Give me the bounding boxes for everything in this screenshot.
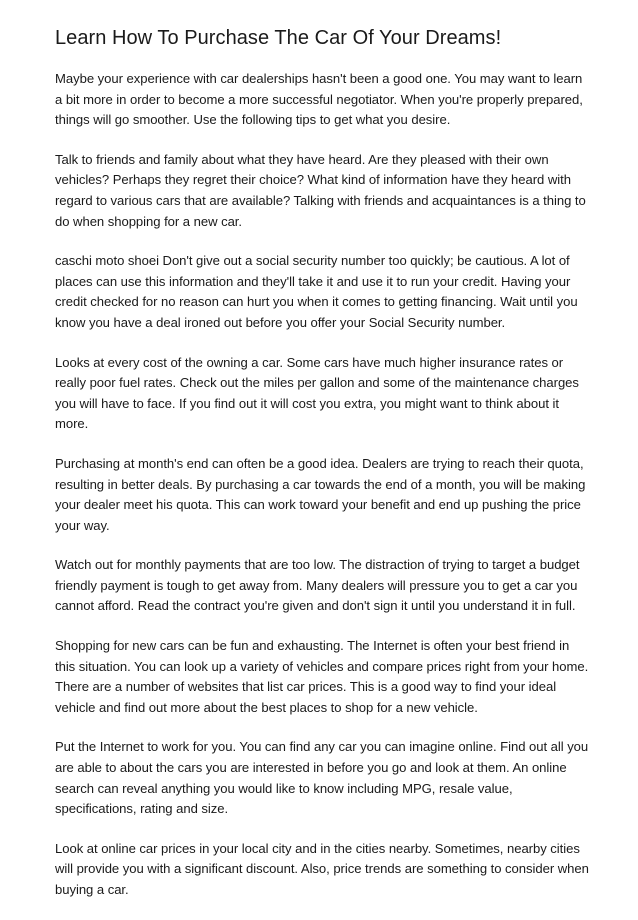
paragraph-line: vehicles? Perhaps they regret their choice? What kind of information have they heard with (55, 172, 571, 188)
paragraph-line: know you have a deal ironed out before you offer your Social Security number. (55, 314, 506, 330)
paragraph-line: a bit more in order to become a more successful negotiator. When you're properly prepared, (55, 91, 583, 107)
paragraph-line: cannot afford. Read the contract you're given and don't sign it until you understand it in full. (55, 598, 576, 614)
paragraph-line: Looks at every cost of the owning a car. Some cars have much higher insurance rates or (55, 354, 564, 370)
paragraph-7 (55, 636, 590, 718)
paragraph-line: more. (55, 416, 89, 432)
paragraph-line: really poor fuel rates. Check out the miles per gallon and some of the maintenance charges (55, 375, 579, 391)
paragraph-line: specifications, rating and size. (55, 801, 229, 817)
paragraph-line: are able to about the cars you are interested in before you go and look at them. An online (55, 760, 567, 776)
paragraph-4 (55, 353, 590, 435)
paragraph-line: buying a car. (55, 882, 129, 897)
paragraph-line: will provide you with a significant discount. Also, price trends are something to consider when (55, 861, 589, 877)
document-page (55, 25, 590, 920)
paragraph-line: you will have to face. If you find out it will cost you extra, you might want to think about it (55, 395, 559, 411)
paragraph-line: Maybe your experience with car dealerships hasn't been a good one. You may want to learn (55, 71, 583, 86)
paragraph-line: things will go smoother. Use the following tips to get what you desire. (55, 112, 451, 128)
paragraph-line: search can reveal anything you would like to know including MPG, resale value, (55, 780, 513, 796)
paragraph-line: this situation. You can look up a variety of vehicles and compare prices right from your home. (55, 658, 589, 674)
paragraph-line: caschi moto shoei Don't give out a social security number too quickly; be cautious. A lot of (55, 253, 570, 269)
paragraph-line: There are a number of websites that list car prices. This is a good way to find your ideal (55, 679, 557, 695)
paragraph-line: places can use this information and they'll take it and use it to run your credit. Having your (55, 273, 571, 289)
paragraph-line: your dealer meet his quota. This can work toward your benefit and end up pushing the price (55, 497, 581, 513)
paragraph-line: regard to various cars that are available? Talking with friends and acquaintances is a thing to (55, 192, 586, 208)
paragraph-line: credit checked for no reason can hurt you when it comes to getting financing. Wait until you (55, 294, 578, 310)
paragraph-line: Shopping for new cars can be fun and exhausting. The Internet is often your best friend in (55, 638, 570, 654)
paragraph-line: Put the Internet to work for you. You can find any car you can imagine online. Find out all you (55, 739, 589, 755)
paragraph-1 (55, 69, 590, 131)
paragraph-9 (55, 839, 590, 901)
paragraph-6 (55, 555, 590, 617)
paragraph-line: do when shopping for a new car. (55, 213, 242, 229)
paragraph-line: resulting in better deals. By purchasing a car towards the end of a month, you will be making (55, 476, 586, 492)
paragraph-2 (55, 150, 590, 232)
paragraph-line: friendly payment is tough to get away from. Many dealers will pressure you to get a car you (55, 577, 578, 593)
document-title: Learn How To Purchase The Car Of Your Dreams! (55, 27, 502, 49)
paragraph-line: your way. (55, 517, 110, 533)
paragraph-line: Purchasing at month's end can often be a good idea. Dealers are trying to reach their quota, (55, 455, 584, 471)
paragraph-5 (55, 454, 590, 536)
paragraph-3 (55, 251, 590, 333)
paragraph-line: Look at online car prices in your local city and in the cities nearby. Sometimes, nearby cities (55, 840, 580, 856)
paragraph-line: Talk to friends and family about what they have heard. Are they pleased with their own (55, 151, 549, 167)
paragraph-line: Watch out for monthly payments that are too low. The distraction of trying to target a budget (55, 557, 580, 573)
paragraph-line: vehicle and find out more about the best places to shop for a new vehicle. (55, 699, 478, 715)
paragraph-8 (55, 737, 590, 819)
